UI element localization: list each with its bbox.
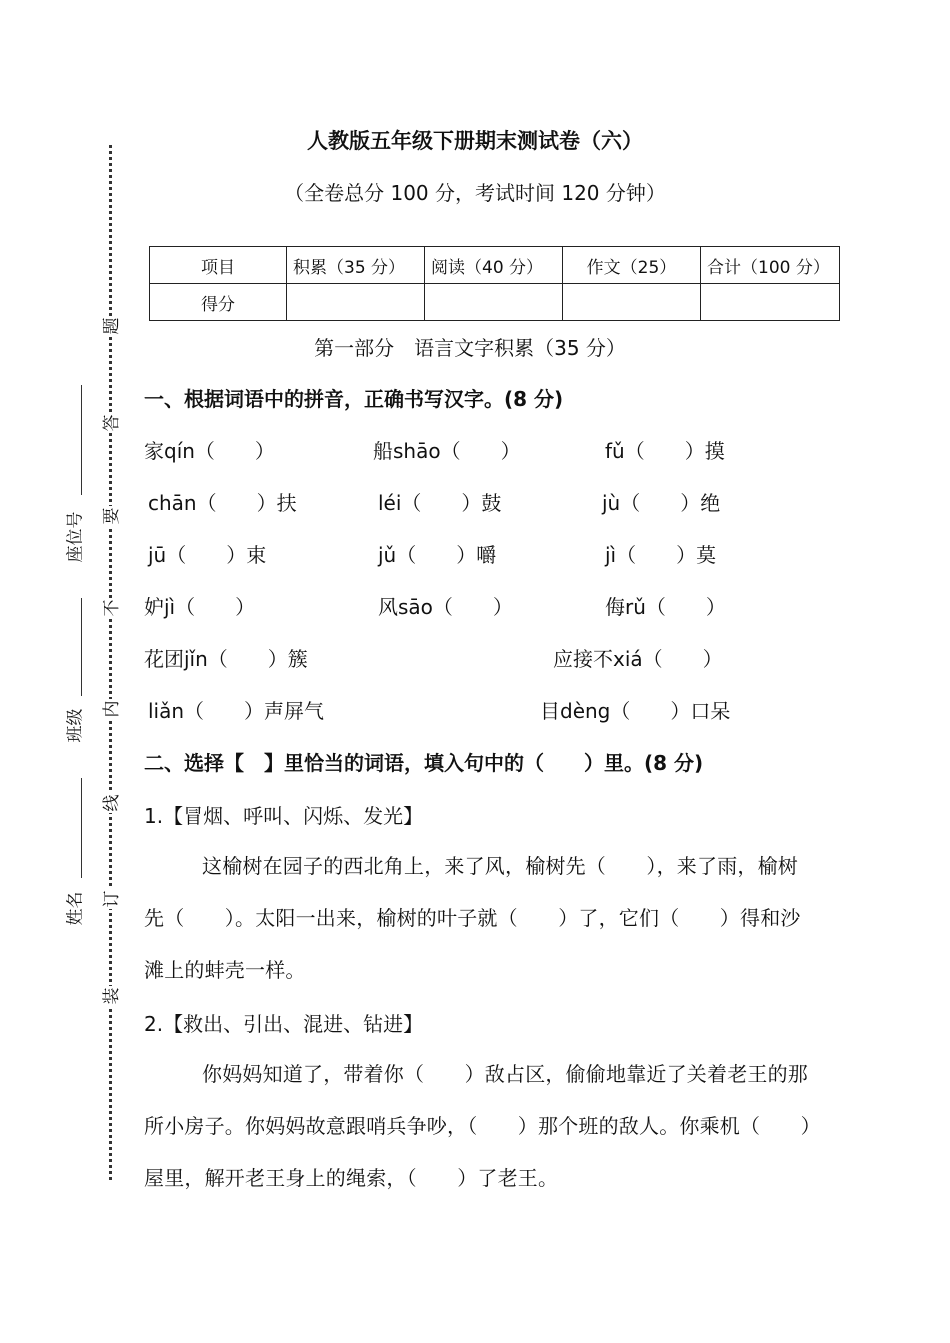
score-table-header: 作文（25）: [563, 247, 701, 284]
question2-options: 2.【救出、引出、混进、钻进】: [144, 1012, 424, 1036]
score-table-header: 积累（35 分）: [287, 247, 425, 284]
pinyin-item: 妒jì（ ）: [144, 595, 256, 619]
score-table-header: 合计（100 分）: [701, 247, 840, 284]
pinyin-item: jù（ ）绝: [602, 491, 721, 515]
question1-options: 1.【冒烟、呼叫、闪烁、发光】: [144, 804, 424, 828]
score-cell-accumulation[interactable]: [287, 284, 425, 321]
score-table-row: [150, 284, 840, 321]
class-underline[interactable]: [81, 598, 82, 696]
score-cell-composition[interactable]: [563, 284, 701, 321]
pinyin-item: fǔ（ ）摸: [605, 439, 725, 463]
score-table: [149, 246, 840, 321]
class-label: 班级: [65, 708, 86, 743]
pinyin-item: chān（ ）扶: [148, 491, 297, 515]
binding-char: 要: [102, 507, 122, 525]
pinyin-item: 风sāo（ ）: [378, 595, 513, 619]
question2-text: 你妈妈知道了，带着你（ ）敌占区，偷偷地靠近了关着老王的那所小房子。你妈妈故意跟哨兵争吵，（ ）那个班的敌人。你乘机（ ）屋里，解开老王身上的绳索，（ ）了老王。: [144, 1062, 811, 1190]
pinyin-item: liǎn（ ）声屏气: [148, 699, 325, 723]
binding-char: 内: [102, 700, 122, 718]
section1-title: 一、根据词语中的拼音，正确书写汉字。(8 分): [144, 387, 564, 411]
pinyin-item: 家qín（ ）: [144, 439, 275, 463]
pinyin-item: 应接不xiá（ ）: [553, 647, 723, 671]
binding-char: 订: [102, 890, 122, 908]
page-title: 人教版五年级下册期末测试卷（六）: [307, 129, 643, 153]
seat-number-underline[interactable]: [81, 385, 82, 495]
section2-title: 二、选择【 】里恰当的词语，填入句中的（ ）里。(8 分): [144, 751, 704, 775]
score-row-label: 得分: [150, 284, 287, 321]
question1-text: 这榆树在园子的西北角上，来了风，榆树先（ ），来了雨，榆树先（ ）。太阳一出来，榆树的叶子就（ ）了，它们（ ）得和沙滩上的蚌壳一样。: [144, 854, 801, 982]
pinyin-item: jì（ ）莫: [605, 543, 717, 567]
score-cell-total[interactable]: [701, 284, 840, 321]
binding-dotted-line: [109, 145, 112, 1180]
pinyin-item: 花团jǐn（ ）簇: [144, 647, 308, 671]
part1-title: 第一部分 语言文字积累（35 分）: [314, 336, 626, 360]
score-cell-reading[interactable]: [425, 284, 563, 321]
page-subtitle: （全卷总分 100 分，考试时间 120 分钟）: [284, 181, 666, 205]
binding-char: 不: [102, 599, 122, 617]
score-table-header: 阅读（40 分）: [425, 247, 563, 284]
pinyin-item: jū（ ）束: [148, 543, 267, 567]
binding-char: 题: [102, 317, 122, 335]
name-label: 姓名: [65, 891, 86, 926]
seat-number-label: 座位号: [65, 511, 86, 563]
pinyin-item: 船shāo（ ）: [373, 439, 521, 463]
score-table-header: 项目: [150, 247, 287, 284]
binding-char: 答: [102, 414, 122, 432]
name-underline[interactable]: [81, 778, 82, 878]
pinyin-item: jǔ（ ）嚼: [378, 543, 497, 567]
score-table-header-row: [150, 247, 840, 284]
pinyin-item: 侮rǔ（ ）: [605, 595, 726, 619]
binding-char: 装: [102, 987, 122, 1005]
binding-char: 线: [102, 794, 122, 812]
pinyin-item: 目dèng（ ）口呆: [540, 699, 731, 723]
pinyin-item: léi（ ）鼓: [378, 491, 502, 515]
